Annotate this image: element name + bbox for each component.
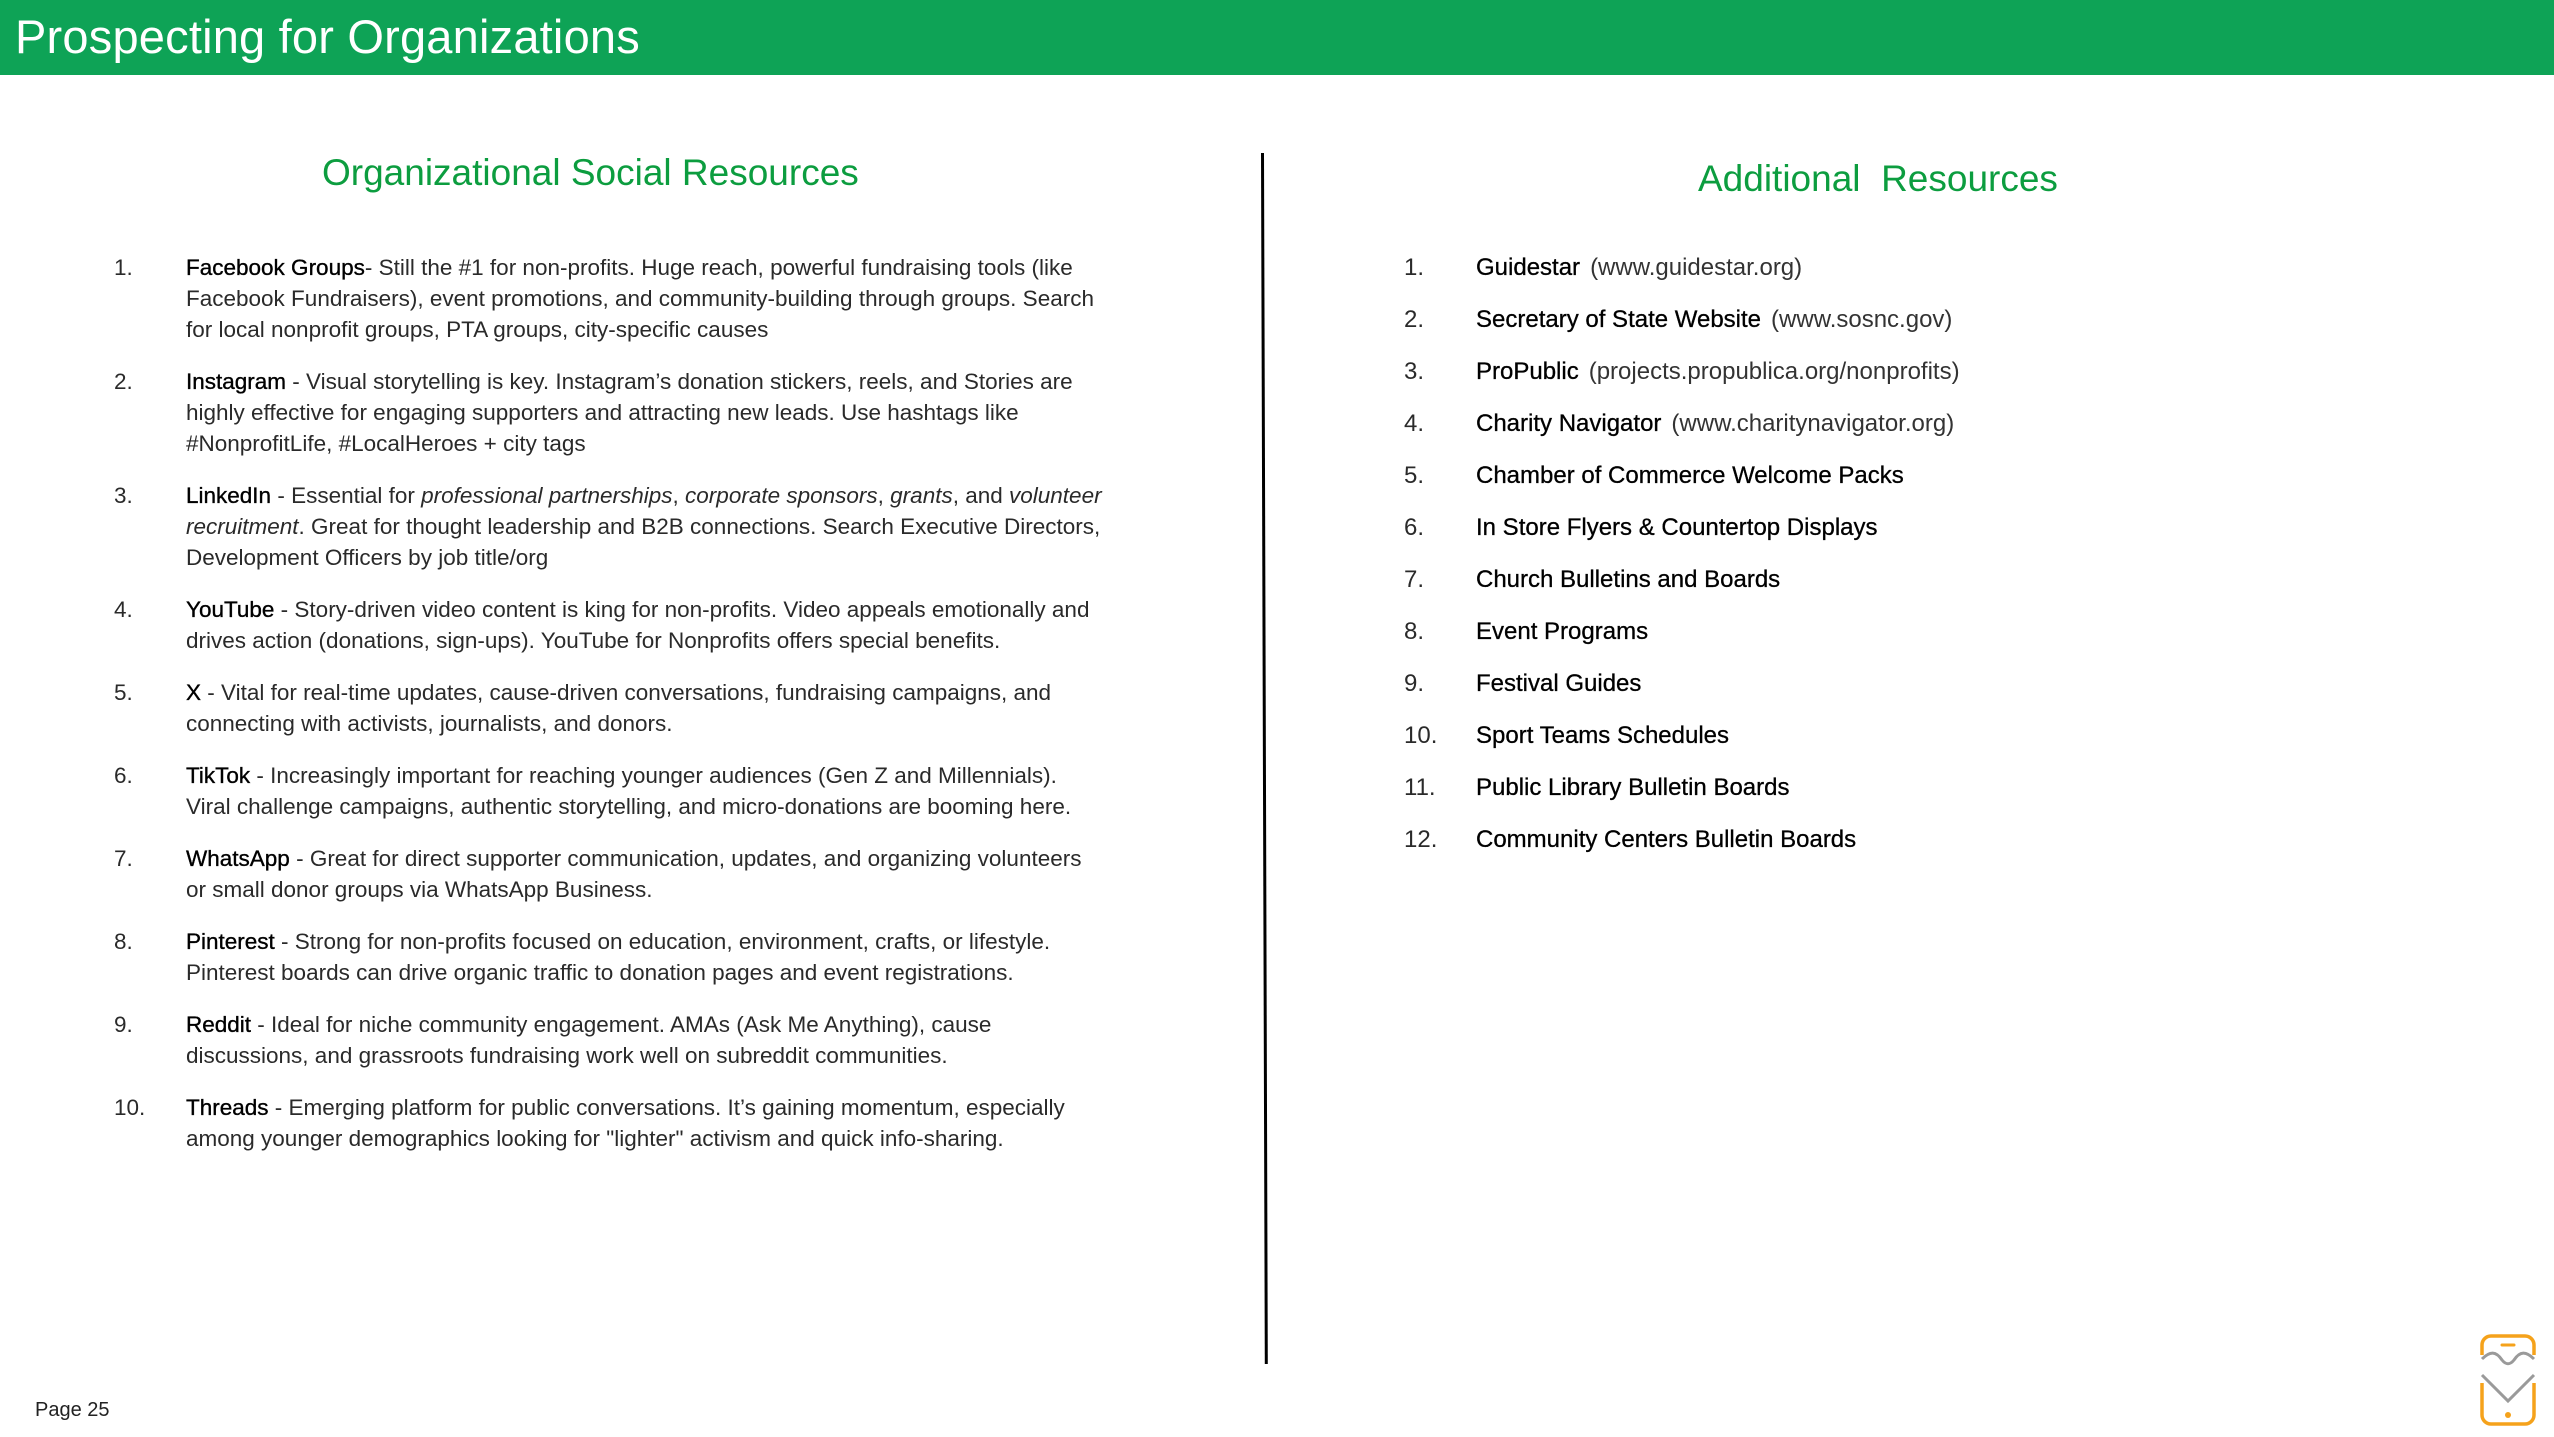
item-name: ProPublic	[1476, 358, 1579, 385]
item-description: Story-driven video content is king for non-profits. Video appeals emotionally and drives action (donations, sign-ups). YouTube for Nonprofits offers special benefits.	[186, 597, 1090, 653]
item-description: Still the #1 for non-profits. Huge reach, powerful fundraising tools (like Facebook Fundraisers), event promotions, and community-building through groups. Search for local nonprofit groups, PTA groups, city-specific causes	[186, 255, 1094, 342]
item-name: Chamber of Commerce Welcome Packs	[1476, 462, 1904, 489]
item-name: WhatsApp	[186, 846, 290, 871]
item-name: Pinterest	[186, 929, 275, 954]
list-item	[1404, 720, 2404, 772]
item-number: 10.	[114, 1095, 146, 1120]
page-header	[0, 0, 2554, 75]
list-item	[1404, 668, 2404, 720]
item-number: 7.	[1404, 566, 1425, 593]
social-resources-list	[114, 252, 1104, 1175]
item-name: LinkedIn	[186, 483, 272, 508]
item-name: Threads	[186, 1095, 269, 1120]
list-item	[114, 252, 1104, 345]
item-number: 2.	[114, 369, 133, 394]
item-number: 9.	[1404, 670, 1425, 697]
item-name: Reddit	[186, 1012, 252, 1037]
item-number: 8.	[1404, 618, 1425, 645]
item-number: 6.	[1404, 514, 1425, 541]
item-number: 7.	[114, 846, 133, 871]
text-segment-italic: corporate sponsors	[685, 483, 878, 508]
item-number: 10.	[1404, 722, 1438, 749]
list-item	[114, 366, 1104, 459]
item-number: 9.	[114, 1012, 133, 1037]
text-segment: Essential for	[291, 483, 422, 508]
item-description: Emerging platform for public conversations. It’s gaining momentum, especially among younger demographics looking for "lighter" activism and quick info-sharing.	[186, 1095, 1065, 1151]
item-description: Increasingly important for reaching younger audiences (Gen Z and Millennials). Viral challenge campaigns, authentic storytelling, and micro-donations are booming here.	[186, 763, 1072, 819]
list-item	[1404, 356, 2404, 408]
item-description: Visual storytelling is key. Instagram’s donation stickers, reels, and Stories are highly effective for engaging supporters and attracting new leads. Use hashtags like #NonprofitLife, #LocalHeroes + city tags	[186, 369, 1073, 456]
item-name: TikTok	[186, 763, 251, 788]
list-item	[1404, 460, 2404, 512]
item-url: (projects.propublica.org/nonprofits)	[1588, 358, 1960, 385]
item-number: 1.	[114, 255, 133, 280]
text-segment: . Great for thought leadership and B2B connections. Search Executive Directors, Development Officers by job title/org	[186, 514, 1101, 570]
additional-resources-heading: Additional Resources	[1698, 158, 2058, 199]
item-name: Facebook Groups	[186, 255, 365, 280]
item-number: 4.	[114, 597, 133, 622]
item-name: Community Centers Bulletin Boards	[1476, 826, 1857, 853]
list-item	[1404, 304, 2404, 356]
list-item	[114, 677, 1104, 739]
list-item	[114, 1009, 1104, 1071]
item-url: (www.guidestar.org)	[1590, 254, 1803, 281]
list-item	[114, 843, 1104, 905]
text-segment-italic: professional partnerships	[421, 483, 673, 508]
item-number: 11.	[1404, 774, 1436, 801]
text-segment-italic: grants	[890, 483, 953, 508]
item-number: 3.	[1404, 358, 1425, 385]
item-separator: -	[274, 597, 295, 622]
item-name: Festival Guides	[1476, 670, 1642, 697]
item-number: 4.	[1404, 410, 1425, 437]
item-separator: -	[286, 369, 307, 394]
item-number: 3.	[114, 483, 133, 508]
social-resources-heading: Organizational Social Resources	[322, 152, 859, 193]
list-item	[1404, 564, 2404, 616]
column-divider	[1261, 153, 1268, 1364]
item-separator: -	[289, 846, 310, 871]
text-segment-italic: volunteer recruitment	[186, 483, 1102, 539]
item-description: Ideal for niche community engagement. AMAs (Ask Me Anything), cause discussions, and grassroots fundraising work well on subreddit communities.	[186, 1012, 992, 1068]
item-separator: -	[271, 483, 292, 508]
item-separator: -	[364, 255, 379, 280]
list-item	[1404, 772, 2404, 824]
item-separator: -	[250, 763, 271, 788]
item-number: 5.	[1404, 462, 1425, 489]
item-name: In Store Flyers & Countertop Displays	[1476, 514, 1878, 541]
text-segment: ,	[877, 483, 891, 508]
list-item	[1404, 512, 2404, 564]
item-name: Charity Navigator	[1476, 410, 1662, 437]
item-name: X	[186, 680, 202, 705]
additional-resources-list	[1404, 252, 2404, 876]
list-item	[114, 926, 1104, 988]
item-description: Great for direct supporter communication, updates, and organizing volunteers or small donor groups via WhatsApp Business.	[186, 846, 1082, 902]
item-number: 1.	[1404, 254, 1425, 281]
item-number: 5.	[114, 680, 133, 705]
list-item	[114, 594, 1104, 656]
item-number: 12.	[1404, 826, 1438, 853]
list-item	[1404, 616, 2404, 668]
item-name: Church Bulletins and Boards	[1476, 566, 1781, 593]
phone-envelope-logo-icon	[2476, 1333, 2540, 1427]
list-item	[1404, 252, 2404, 304]
item-name: Event Programs	[1476, 618, 1649, 645]
item-name: Secretary of State Website	[1476, 306, 1762, 333]
item-separator: -	[274, 929, 295, 954]
item-number: 2.	[1404, 306, 1425, 333]
item-name: YouTube	[186, 597, 275, 622]
page-title: Prospecting for Organizations	[15, 10, 640, 63]
item-separator: -	[251, 1012, 272, 1037]
page-number: Page 25	[35, 1399, 110, 1421]
list-item	[1404, 824, 2404, 876]
item-separator: -	[201, 680, 222, 705]
item-description	[186, 483, 1102, 570]
item-number: 8.	[114, 929, 133, 954]
list-item	[114, 760, 1104, 822]
item-name: Guidestar	[1476, 254, 1581, 281]
item-number: 6.	[114, 763, 133, 788]
item-separator: -	[268, 1095, 289, 1120]
item-description: Strong for non-profits focused on education, environment, crafts, or lifestyle. Pinterest boards can drive organic traffic to donation pages and event registrations.	[186, 929, 1051, 985]
item-name: Public Library Bulletin Boards	[1476, 774, 1790, 801]
text-segment: ,	[672, 483, 686, 508]
item-url: (www.sosnc.gov)	[1771, 306, 1953, 333]
list-item	[114, 1092, 1104, 1154]
item-name: Sport Teams Schedules	[1476, 722, 1730, 749]
item-description: Vital for real-time updates, cause-driven conversations, fundraising campaigns, and connecting with activists, journalists, and donors.	[186, 680, 1052, 736]
text-segment: , and	[952, 483, 1010, 508]
list-item	[114, 480, 1104, 573]
item-name: Instagram	[186, 369, 287, 394]
item-url: (www.charitynavigator.org)	[1671, 410, 1955, 437]
list-item	[1404, 408, 2404, 460]
